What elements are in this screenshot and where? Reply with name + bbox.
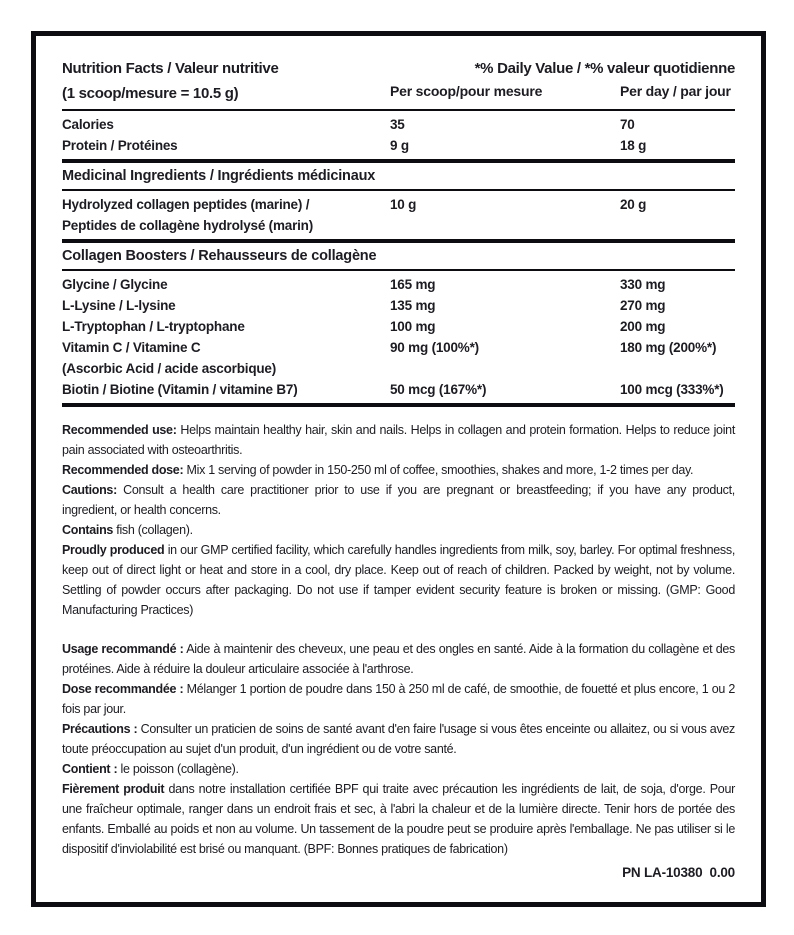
table-row-glycine: [62, 274, 735, 295]
per-scoop-value: 135 mg: [390, 298, 436, 313]
nutrition-label: [31, 31, 766, 907]
nutrient-name: Biotin / Biotine (Vitamin / vitamine B7): [62, 382, 298, 397]
divider: [62, 403, 735, 407]
paragraph-precautions: [62, 719, 735, 759]
paragraph-text: Helps maintain healthy hair, skin and nails. Helps in collagen and protein formation. Helps to reduce joint pain associated with osteoarthritis.: [62, 423, 736, 457]
per-day-value: 70: [620, 117, 635, 132]
table-row-collagen: [62, 194, 735, 236]
column-header-per-day: Per day / par jour: [620, 83, 731, 99]
per-day-value: 180 mg (200%*): [620, 340, 717, 355]
paragraph-proudly-produced: [62, 540, 735, 620]
paragraph-dose-recommandee: [62, 679, 735, 719]
per-scoop-value: 10 g: [390, 197, 417, 212]
nutrient-name-fr: Peptides de collagène hydrolysé (marin): [62, 218, 314, 233]
per-scoop-value: 90 mg (100%*): [390, 340, 479, 355]
nutrient-name: [62, 337, 276, 379]
per-scoop-value: 50 mcg (167%*): [390, 382, 487, 397]
daily-value-note: *% Daily Value / *% valeur quotidienne: [474, 60, 735, 77]
label-header-row: [62, 60, 735, 77]
paragraph-text: Consulter un praticien de soins de santé avant d'en faire l'usage si vous êtes enceinte ou allaitez, ou si vous avez toute préoccupation au sujet d'un produit, d'un ingrédient ou de votre santé.: [62, 722, 735, 756]
per-day-value: 330 mg: [620, 277, 666, 292]
paragraph-text: Consult a health care practitioner prior to use if you are pregnant or breastfeeding; if you have any product, ingredient, or health concerns.: [62, 483, 735, 517]
paragraph-lead: Recommended use:: [62, 423, 177, 437]
nutrient-name: Glycine / Glycine: [62, 277, 168, 292]
per-day-value: 18 g: [620, 138, 647, 153]
per-scoop-value: 35: [390, 117, 405, 132]
per-scoop-value: 165 mg: [390, 277, 436, 292]
basic-rows: [62, 114, 735, 159]
divider: [62, 109, 735, 111]
nutrient-name: Calories: [62, 117, 114, 132]
table-row-biotin: [62, 379, 735, 400]
paragraph-usage-recommande: [62, 639, 735, 679]
per-scoop-value: 100 mg: [390, 319, 436, 334]
paragraph-lead: Recommended dose:: [62, 463, 184, 477]
nutrient-name: L-Lysine / L-lysine: [62, 298, 176, 313]
paragraph-text: Mix 1 serving of powder in 150-250 ml of coffee, smoothies, shakes and more, 1-2 times per day.: [186, 463, 694, 477]
paragraph-contains: [62, 520, 735, 540]
per-day-value: 200 mg: [620, 319, 666, 334]
booster-rows: [62, 274, 735, 403]
divider: [62, 189, 735, 191]
paragraph-text: fish (collagen).: [116, 523, 193, 537]
page-title: Nutrition Facts / Valeur nutritive: [62, 60, 279, 77]
column-header-per-scoop: Per scoop/pour mesure: [390, 83, 543, 99]
per-scoop-value: 9 g: [390, 138, 409, 153]
paragraph-lead: Proudly produced: [62, 543, 165, 557]
paragraph-lead: Cautions:: [62, 483, 117, 497]
paragraph-fierement-produit: [62, 779, 735, 859]
table-row-protein: [62, 135, 735, 156]
paragraph-lead: Contains: [62, 523, 114, 537]
divider: [62, 159, 735, 163]
nutrient-name-main: Vitamin C / Vitamine C: [62, 340, 201, 355]
nutrient-name-en: Hydrolyzed collagen peptides (marine) /: [62, 197, 310, 212]
paragraph-text: in our GMP certified facility, which carefully handles ingredients from milk, soy, barley. For optimal freshness, keep out of direct light or heat and store in a cool, dry place. Keep out of reach of children. Packed by weight, not by volume. Settling of powder occurs after packaging. Do not use if tamper evident security feature is broken or missing. (GMP: Good Manufacturing Practices): [62, 543, 735, 617]
paragraph-lead: Dose recommandée :: [62, 682, 184, 696]
serving-size: (1 scoop/mesure = 10.5 g): [62, 85, 239, 102]
divider: [62, 239, 735, 243]
per-day-value: 270 mg: [620, 298, 666, 313]
table-row-vitamin-c: [62, 337, 735, 379]
medicinal-rows: [62, 194, 735, 239]
table-row-lysine: [62, 295, 735, 316]
paragraphs-french: [62, 639, 735, 859]
paragraph-lead: Usage recommandé :: [62, 642, 184, 656]
column-header-row: [62, 83, 735, 104]
per-day-value: 20 g: [620, 197, 647, 212]
paragraph-cautions: [62, 480, 735, 520]
section-header-boosters: Collagen Boosters / Rehausseurs de collagène: [62, 248, 377, 264]
table-row-tryptophan: [62, 316, 735, 337]
paragraphs-english: [62, 420, 735, 620]
product-number: PN LA-10380 0.00: [622, 865, 735, 880]
table-row-calories: [62, 114, 735, 135]
paragraph-lead: Contient :: [62, 762, 118, 776]
paragraph-recommended-dose: [62, 460, 735, 480]
paragraph-text: Aide à maintenir des cheveux, une peau et des ongles en santé. Aide à la formation du collagène et des protéines. Aide à réduire la douleur articulaire associée à l'arthrose.: [62, 642, 735, 676]
paragraph-text: dans notre installation certifiée BPF qui traite avec précaution les ingrédients de lait, de soja, d'orge. Pour une fraîcheur optimale, ranger dans un endroit frais et sec, à l'abri la chaleur et de la lumière directe. Tenir hors de portée des enfants. Emballé au poids et non au volume. Un tassement de la poudre peut se produire après l'emballage. Ne pas utiliser si le dispositif d'inviolabilité est brisé ou manquant. (BPF: Bonnes pratiques de fabrication): [62, 782, 735, 856]
per-day-value: 100 mcg (333%*): [620, 382, 724, 397]
nutrient-name-sub: (Ascorbic Acid / acide ascorbique): [62, 361, 277, 376]
divider: [62, 269, 735, 271]
paragraph-lead: Fièrement produit: [62, 782, 165, 796]
nutrient-name: [62, 194, 313, 236]
nutrient-name: L-Tryptophan / L-tryptophane: [62, 319, 245, 334]
section-header-medicinal: Medicinal Ingredients / Ingrédients médicinaux: [62, 168, 376, 184]
paragraph-text: Mélanger 1 portion de poudre dans 150 à 250 ml de café, de smoothie, de fouetté et plus encore, 1 ou 2 fois par jour.: [62, 682, 735, 716]
nutrient-name: Protein / Protéines: [62, 138, 178, 153]
paragraph-lead: Précautions :: [62, 722, 138, 736]
paragraph-text: le poisson (collagène).: [120, 762, 239, 776]
paragraph-contient: [62, 759, 735, 779]
paragraph-recommended-use: [62, 420, 735, 460]
